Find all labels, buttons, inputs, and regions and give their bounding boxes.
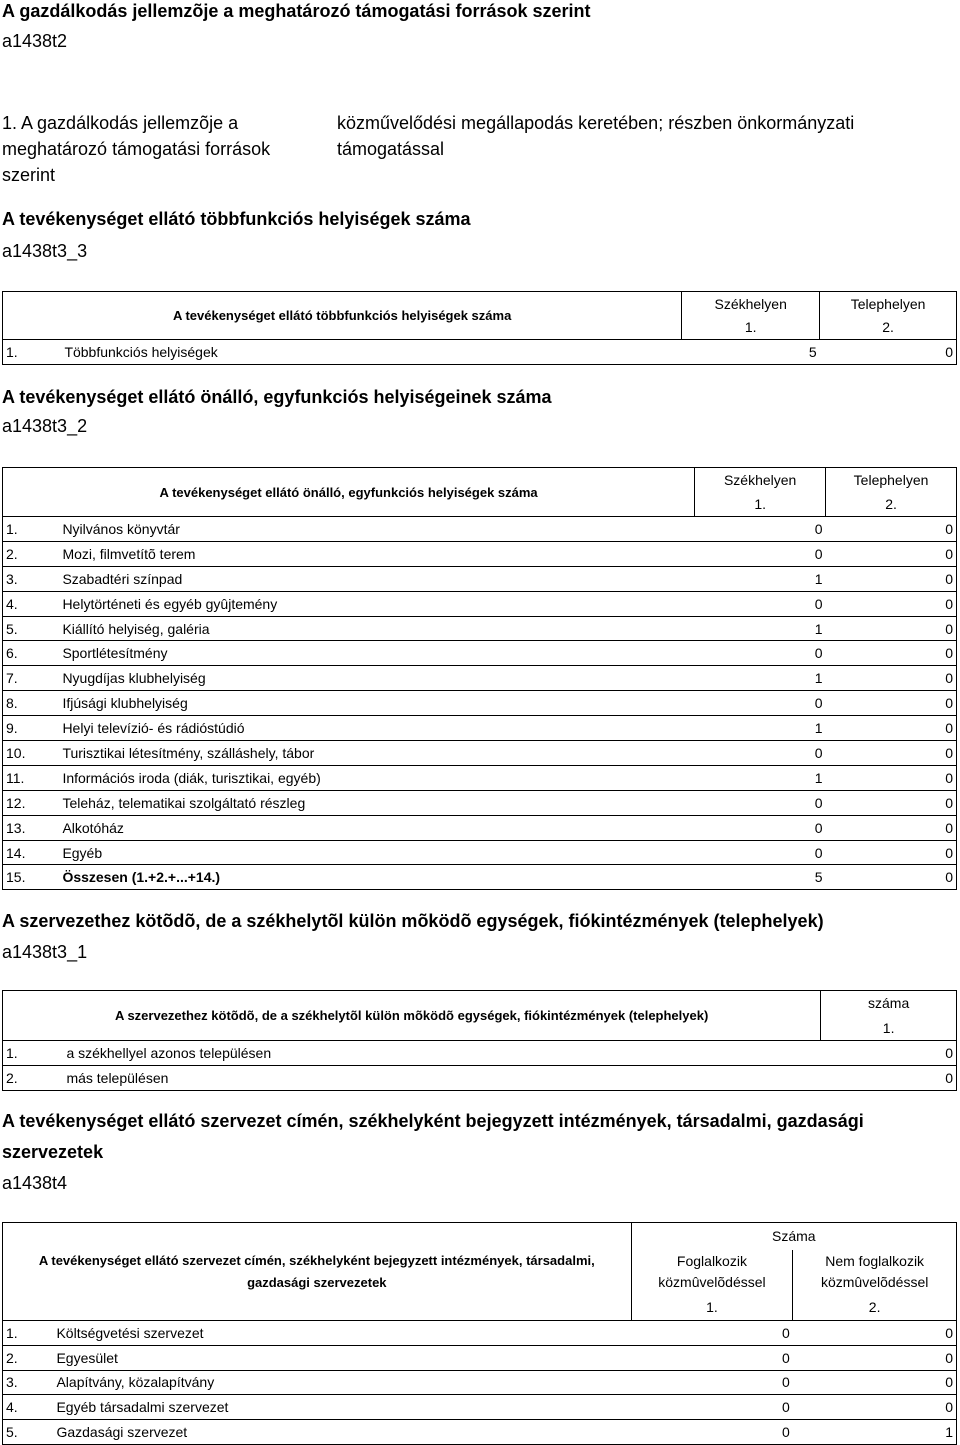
row-number: 10. — [3, 741, 60, 766]
row-value: 0 — [695, 691, 826, 716]
item-value-line: közművelődési megállapodás keretében; részben önkormányzati — [337, 113, 855, 133]
table-row — [3, 765, 957, 790]
col-header — [631, 1250, 793, 1294]
row-label: Egyesület — [53, 1345, 631, 1370]
section-title: A tevékenységet ellátó többfunkciós helyiségek száma — [2, 209, 471, 229]
section-code: a1438t3_1 — [2, 942, 88, 962]
row-number: 4. — [3, 591, 60, 616]
row-label: Ifjúsági klubhelyiség — [59, 691, 694, 716]
row-value: 0 — [631, 1321, 793, 1346]
row-value: 0 — [826, 815, 957, 840]
page-title: A gazdálkodás jellemzõje a meghatározó támogatási források szerint — [2, 1, 591, 21]
col-header: Székhelyen — [682, 292, 820, 316]
row-number: 5. — [3, 1420, 54, 1445]
row-label: Alapítvány, közalapítvány — [53, 1370, 631, 1395]
table-row — [3, 541, 957, 566]
table-row — [3, 1041, 957, 1066]
row-value: 1 — [695, 616, 826, 641]
row-number: 11. — [3, 765, 60, 790]
col-header: Székhelyen — [695, 468, 826, 492]
row-number: 2. — [3, 1345, 54, 1370]
row-value: 5 — [695, 865, 826, 890]
section-title: A szervezethez kötõdõ, de a székhelytõl külön mõködõ egységek, fiókintézmények (telephelyek) — [2, 911, 824, 931]
row-label: Információs iroda (diák, turisztikai, egyéb) — [59, 765, 694, 790]
table-row — [3, 840, 957, 865]
row-number: 7. — [3, 666, 60, 691]
col-header-line: közmûvelõdéssel — [820, 1273, 929, 1290]
col-header: száma — [821, 991, 957, 1016]
row-label: Költségvetési szervezet — [53, 1321, 631, 1346]
row-label: Gazdasági szervezet — [53, 1420, 631, 1445]
row-label: más településen — [63, 1066, 820, 1091]
row-number: 1. — [3, 517, 60, 542]
row-value: 0 — [631, 1345, 793, 1370]
table-header: A tevékenységet ellátó önálló, egyfunkciós helyiségek száma — [3, 468, 695, 517]
row-value: 0 — [826, 765, 957, 790]
table-row — [3, 1066, 957, 1091]
row-value: 1 — [695, 666, 826, 691]
multifunction-rooms-table — [2, 291, 957, 365]
section-title-line: A tevékenységet ellátó szervezet címén, székhelyként bejegyzett intézmények, társadalmi, gazdasági — [2, 1111, 864, 1131]
table-row — [3, 1345, 957, 1370]
item-value-line: támogatással — [337, 139, 445, 159]
row-number: 3. — [3, 1370, 54, 1395]
table-row — [3, 591, 957, 616]
page-code: a1438t2 — [2, 31, 68, 51]
row-value: 0 — [826, 541, 957, 566]
row-number: 14. — [3, 840, 60, 865]
table-row — [3, 666, 957, 691]
row-value: 0 — [695, 815, 826, 840]
col-header-line: közmûvelõdéssel — [658, 1273, 766, 1290]
table-header — [3, 1223, 632, 1321]
row-number: 12. — [3, 790, 60, 815]
table-row — [3, 691, 957, 716]
row-label: Nyilvános könyvtár — [59, 517, 694, 542]
row-value: 0 — [826, 566, 957, 591]
row-value: 0 — [695, 790, 826, 815]
table-header: A tevékenységet ellátó többfunkciós helyiségek száma — [3, 292, 682, 340]
col-number: 1. — [631, 1294, 793, 1321]
row-label: Helyi televízió- és rádióstúdió — [59, 716, 694, 741]
table-header-line: gazdasági szervezetek — [247, 1274, 387, 1290]
table-row — [3, 566, 957, 591]
row-value: 0 — [820, 340, 957, 365]
row-number: 13. — [3, 815, 60, 840]
table-row — [3, 616, 957, 641]
row-value: 0 — [695, 591, 826, 616]
row-value: 1 — [695, 566, 826, 591]
table-row — [3, 340, 957, 365]
row-label: Turisztikai létesítmény, szálláshely, tábor — [59, 741, 694, 766]
single-function-rooms-table — [2, 467, 957, 890]
row-value: 0 — [826, 616, 957, 641]
row-value: 0 — [793, 1370, 957, 1395]
row-value: 0 — [793, 1321, 957, 1346]
row-number: 8. — [3, 691, 60, 716]
row-label: Többfunkciós helyiségek — [61, 340, 681, 365]
branch-units-table — [2, 990, 957, 1091]
item-label-line: 1. A gazdálkodás jellemzõje a — [2, 113, 239, 133]
col-number: 1. — [682, 316, 820, 340]
row-value: 0 — [826, 790, 957, 815]
item-label-line: meghatározó támogatási források — [2, 139, 271, 159]
row-number: 1. — [3, 340, 62, 365]
row-value: 0 — [631, 1420, 793, 1445]
item-label-line: szerint — [2, 165, 56, 185]
row-value: 0 — [695, 641, 826, 666]
row-label: Teleház, telematikai szolgáltató részleg — [59, 790, 694, 815]
col-number: 2. — [826, 492, 957, 517]
col-header-line: Foglalkozik — [676, 1252, 747, 1269]
section-title-line: szervezetek — [2, 1142, 104, 1162]
col-number: 1. — [821, 1016, 957, 1041]
table-row — [3, 641, 957, 666]
row-label: Alkotóház — [59, 815, 694, 840]
section-code: a1438t4 — [2, 1173, 68, 1193]
row-value: 0 — [793, 1395, 957, 1420]
row-value: 0 — [826, 840, 957, 865]
item-value — [337, 110, 854, 162]
col-header — [793, 1250, 957, 1294]
row-value: 0 — [695, 541, 826, 566]
col-header: Telephelyen — [826, 468, 957, 492]
section-code: a1438t3_2 — [2, 416, 88, 436]
registered-organizations-table — [2, 1222, 957, 1445]
section-title: A tevékenységet ellátó önálló, egyfunkciós helyiségeinek száma — [2, 387, 552, 407]
row-value: 0 — [793, 1345, 957, 1370]
section-code: a1438t3_3 — [2, 241, 88, 261]
table-row — [3, 741, 957, 766]
row-value: 0 — [826, 865, 957, 890]
col-number: 1. — [695, 492, 826, 517]
row-value: 0 — [826, 641, 957, 666]
group-header: Száma — [631, 1223, 956, 1250]
row-number: 1. — [3, 1041, 64, 1066]
row-value: 0 — [826, 691, 957, 716]
row-value: 0 — [821, 1066, 957, 1091]
row-value: 1 — [695, 765, 826, 790]
table-header: A szervezethez kötõdõ, de a székhelytõl külön mõködõ egységek, fiókintézmények (telephelyek) — [3, 991, 821, 1041]
table-row — [3, 1395, 957, 1420]
item-label — [2, 110, 270, 188]
col-number: 2. — [820, 316, 957, 340]
row-label: Nyugdíjas klubhelyiség — [59, 666, 694, 691]
row-value: 1 — [695, 716, 826, 741]
row-number: 15. — [3, 865, 60, 890]
row-value: 0 — [821, 1041, 957, 1066]
table-row — [3, 1420, 957, 1445]
table-row — [3, 1321, 957, 1346]
row-value: 1 — [793, 1420, 957, 1445]
table-row — [3, 517, 957, 542]
section-title — [2, 1110, 957, 1163]
table-row — [3, 1370, 957, 1395]
row-value: 0 — [826, 591, 957, 616]
row-value: 0 — [631, 1395, 793, 1420]
table-row — [3, 716, 957, 741]
row-value: 0 — [695, 840, 826, 865]
row-value: 0 — [631, 1370, 793, 1395]
row-value: 0 — [826, 741, 957, 766]
row-value: 0 — [695, 741, 826, 766]
row-number: 6. — [3, 641, 60, 666]
row-number: 5. — [3, 616, 60, 641]
row-number: 3. — [3, 566, 60, 591]
col-header-line: Nem foglalkozik — [825, 1252, 925, 1269]
row-value: 5 — [682, 340, 820, 365]
row-number: 2. — [3, 1066, 64, 1091]
row-label: Összesen (1.+2.+...+14.) — [59, 865, 694, 890]
col-number: 2. — [793, 1294, 957, 1321]
row-label: a székhellyel azonos településen — [63, 1041, 820, 1066]
row-number: 9. — [3, 716, 60, 741]
row-number: 1. — [3, 1321, 54, 1346]
row-label: Sportlétesítmény — [59, 641, 694, 666]
row-label: Helytörténeti és egyéb gyûjtemény — [59, 591, 694, 616]
row-number: 4. — [3, 1395, 54, 1420]
row-value: 0 — [826, 517, 957, 542]
table-row — [3, 815, 957, 840]
row-label: Egyéb társadalmi szervezet — [53, 1395, 631, 1420]
row-label: Egyéb — [59, 840, 694, 865]
row-value: 0 — [826, 716, 957, 741]
row-label: Kiállító helyiség, galéria — [59, 616, 694, 641]
table-row — [3, 865, 957, 890]
table-header-line: A tevékenységet ellátó szervezet címén, székhelyként bejegyzett intézmények, társadalmi, — [38, 1252, 595, 1268]
table-row — [3, 790, 957, 815]
row-label: Mozi, filmvetítõ terem — [59, 541, 694, 566]
row-label: Szabadtéri színpad — [59, 566, 694, 591]
col-header: Telephelyen — [820, 292, 957, 316]
row-value: 0 — [826, 666, 957, 691]
row-value: 0 — [695, 517, 826, 542]
row-number: 2. — [3, 541, 60, 566]
